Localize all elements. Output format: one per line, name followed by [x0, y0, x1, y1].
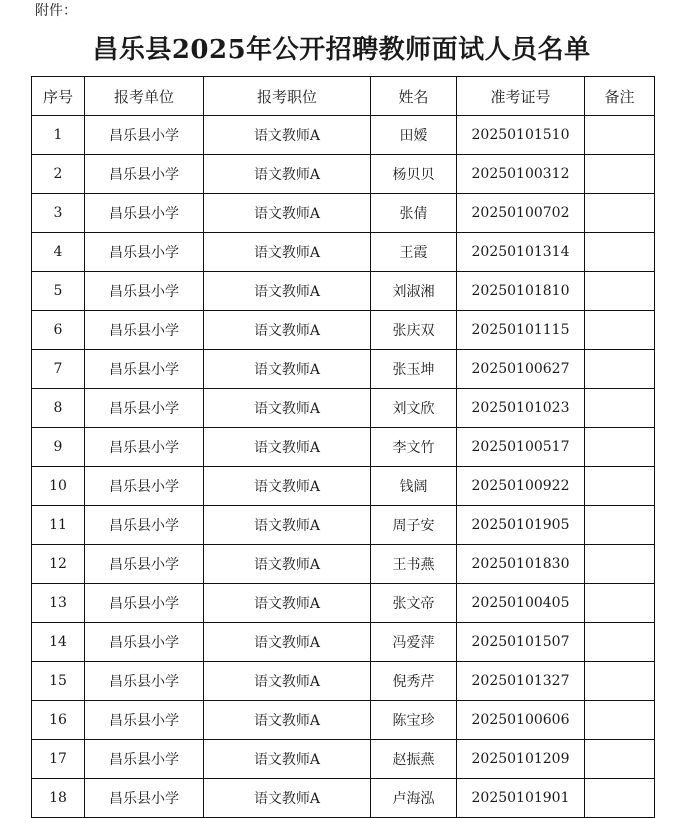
cell-ticket-number: 20250101023 — [457, 389, 585, 428]
cell-unit: 昌乐县小学 — [85, 116, 204, 155]
header-name: 姓名 — [371, 77, 457, 116]
cell-remarks — [585, 272, 655, 311]
cell-remarks — [585, 545, 655, 584]
table-row — [32, 467, 655, 506]
cell-index: 11 — [32, 506, 85, 545]
cell-unit: 昌乐县小学 — [85, 584, 204, 623]
cell-name: 倪秀芹 — [371, 662, 457, 701]
table-row — [32, 233, 655, 272]
cell-name: 杨贝贝 — [371, 155, 457, 194]
cell-position: 语文教师A — [204, 701, 371, 740]
cell-name: 周子安 — [371, 506, 457, 545]
cell-index: 14 — [32, 623, 85, 662]
cell-index: 7 — [32, 350, 85, 389]
cell-remarks — [585, 740, 655, 779]
cell-ticket-number: 20250100922 — [457, 467, 585, 506]
table-row — [32, 584, 655, 623]
cell-position: 语文教师A — [204, 467, 371, 506]
cell-position: 语文教师A — [204, 506, 371, 545]
cell-index: 8 — [32, 389, 85, 428]
cell-index: 1 — [32, 116, 85, 155]
cell-index: 16 — [32, 701, 85, 740]
cell-index: 13 — [32, 584, 85, 623]
table-row — [32, 545, 655, 584]
cell-name: 刘文欣 — [371, 389, 457, 428]
header-index: 序号 — [32, 77, 85, 116]
cell-ticket-number: 20250101314 — [457, 233, 585, 272]
cell-ticket-number: 20250101209 — [457, 740, 585, 779]
cell-remarks — [585, 389, 655, 428]
cell-position: 语文教师A — [204, 233, 371, 272]
table-row — [32, 155, 655, 194]
table-row — [32, 701, 655, 740]
cell-index: 17 — [32, 740, 85, 779]
cell-index: 2 — [32, 155, 85, 194]
cell-name: 张庆双 — [371, 311, 457, 350]
cell-name: 刘淑湘 — [371, 272, 457, 311]
cell-ticket-number: 20250101507 — [457, 623, 585, 662]
header-remarks: 备注 — [585, 77, 655, 116]
cell-position: 语文教师A — [204, 779, 371, 818]
cell-index: 3 — [32, 194, 85, 233]
cell-index: 4 — [32, 233, 85, 272]
cell-index: 12 — [32, 545, 85, 584]
cell-index: 5 — [32, 272, 85, 311]
cell-position: 语文教师A — [204, 311, 371, 350]
cell-unit: 昌乐县小学 — [85, 662, 204, 701]
cell-name: 钱阔 — [371, 467, 457, 506]
cell-name: 冯爱萍 — [371, 623, 457, 662]
interview-roster-table — [31, 76, 655, 818]
table-row — [32, 662, 655, 701]
cell-unit: 昌乐县小学 — [85, 272, 204, 311]
cell-unit: 昌乐县小学 — [85, 545, 204, 584]
cell-ticket-number: 20250100702 — [457, 194, 585, 233]
cell-position: 语文教师A — [204, 155, 371, 194]
cell-remarks — [585, 662, 655, 701]
table-header-row — [32, 77, 655, 116]
cell-name: 王书燕 — [371, 545, 457, 584]
cell-ticket-number: 20250100627 — [457, 350, 585, 389]
cell-ticket-number: 20250100405 — [457, 584, 585, 623]
cell-ticket-number: 20250101810 — [457, 272, 585, 311]
cell-unit: 昌乐县小学 — [85, 779, 204, 818]
cell-position: 语文教师A — [204, 545, 371, 584]
header-ticket-number: 准考证号 — [457, 77, 585, 116]
table-row — [32, 623, 655, 662]
table-row — [32, 740, 655, 779]
cell-unit: 昌乐县小学 — [85, 623, 204, 662]
cell-index: 9 — [32, 428, 85, 467]
cell-remarks — [585, 155, 655, 194]
header-position: 报考职位 — [204, 77, 371, 116]
cell-remarks — [585, 428, 655, 467]
cell-position: 语文教师A — [204, 662, 371, 701]
cell-name: 张玉坤 — [371, 350, 457, 389]
cell-remarks — [585, 506, 655, 545]
cell-remarks — [585, 623, 655, 662]
cell-position: 语文教师A — [204, 389, 371, 428]
cell-name: 李文竹 — [371, 428, 457, 467]
table-row — [32, 311, 655, 350]
table-row — [32, 116, 655, 155]
table-row — [32, 272, 655, 311]
cell-unit: 昌乐县小学 — [85, 428, 204, 467]
cell-remarks — [585, 233, 655, 272]
cell-remarks — [585, 584, 655, 623]
cell-position: 语文教师A — [204, 194, 371, 233]
table-row — [32, 779, 655, 818]
cell-unit: 昌乐县小学 — [85, 194, 204, 233]
cell-name: 田嫒 — [371, 116, 457, 155]
cell-ticket-number: 20250100312 — [457, 155, 585, 194]
cell-remarks — [585, 467, 655, 506]
cell-unit: 昌乐县小学 — [85, 467, 204, 506]
cell-unit: 昌乐县小学 — [85, 155, 204, 194]
cell-remarks — [585, 194, 655, 233]
cell-unit: 昌乐县小学 — [85, 389, 204, 428]
cell-position: 语文教师A — [204, 623, 371, 662]
cell-position: 语文教师A — [204, 428, 371, 467]
table-row — [32, 428, 655, 467]
cell-index: 18 — [32, 779, 85, 818]
table-row — [32, 350, 655, 389]
cell-unit: 昌乐县小学 — [85, 350, 204, 389]
page-title: 昌乐县2025年公开招聘教师面试人员名单 — [92, 35, 591, 65]
cell-unit: 昌乐县小学 — [85, 740, 204, 779]
cell-ticket-number: 20250100517 — [457, 428, 585, 467]
cell-position: 语文教师A — [204, 584, 371, 623]
cell-name: 卢海泓 — [371, 779, 457, 818]
cell-position: 语文教师A — [204, 116, 371, 155]
cell-ticket-number: 20250101115 — [457, 311, 585, 350]
cell-remarks — [585, 779, 655, 818]
cell-name: 王霞 — [371, 233, 457, 272]
cell-position: 语文教师A — [204, 350, 371, 389]
cell-ticket-number: 20250101510 — [457, 116, 585, 155]
cell-name: 张倩 — [371, 194, 457, 233]
cell-name: 陈宝珍 — [371, 701, 457, 740]
cell-remarks — [585, 701, 655, 740]
cell-index: 6 — [32, 311, 85, 350]
table-row — [32, 389, 655, 428]
cell-index: 15 — [32, 662, 85, 701]
cell-unit: 昌乐县小学 — [85, 233, 204, 272]
cell-unit: 昌乐县小学 — [85, 311, 204, 350]
cell-remarks — [585, 311, 655, 350]
cell-position: 语文教师A — [204, 272, 371, 311]
cell-remarks — [585, 350, 655, 389]
cell-ticket-number: 20250100606 — [457, 701, 585, 740]
cell-ticket-number: 20250101327 — [457, 662, 585, 701]
cell-position: 语文教师A — [204, 740, 371, 779]
cell-name: 张文帝 — [371, 584, 457, 623]
attachment-label: 附件： — [35, 3, 77, 19]
cell-index: 10 — [32, 467, 85, 506]
cell-ticket-number: 20250101830 — [457, 545, 585, 584]
cell-name: 赵振燕 — [371, 740, 457, 779]
table-row — [32, 506, 655, 545]
cell-ticket-number: 20250101905 — [457, 506, 585, 545]
header-unit: 报考单位 — [85, 77, 204, 116]
cell-ticket-number: 20250101901 — [457, 779, 585, 818]
cell-unit: 昌乐县小学 — [85, 506, 204, 545]
cell-remarks — [585, 116, 655, 155]
cell-unit: 昌乐县小学 — [85, 701, 204, 740]
table-row — [32, 194, 655, 233]
